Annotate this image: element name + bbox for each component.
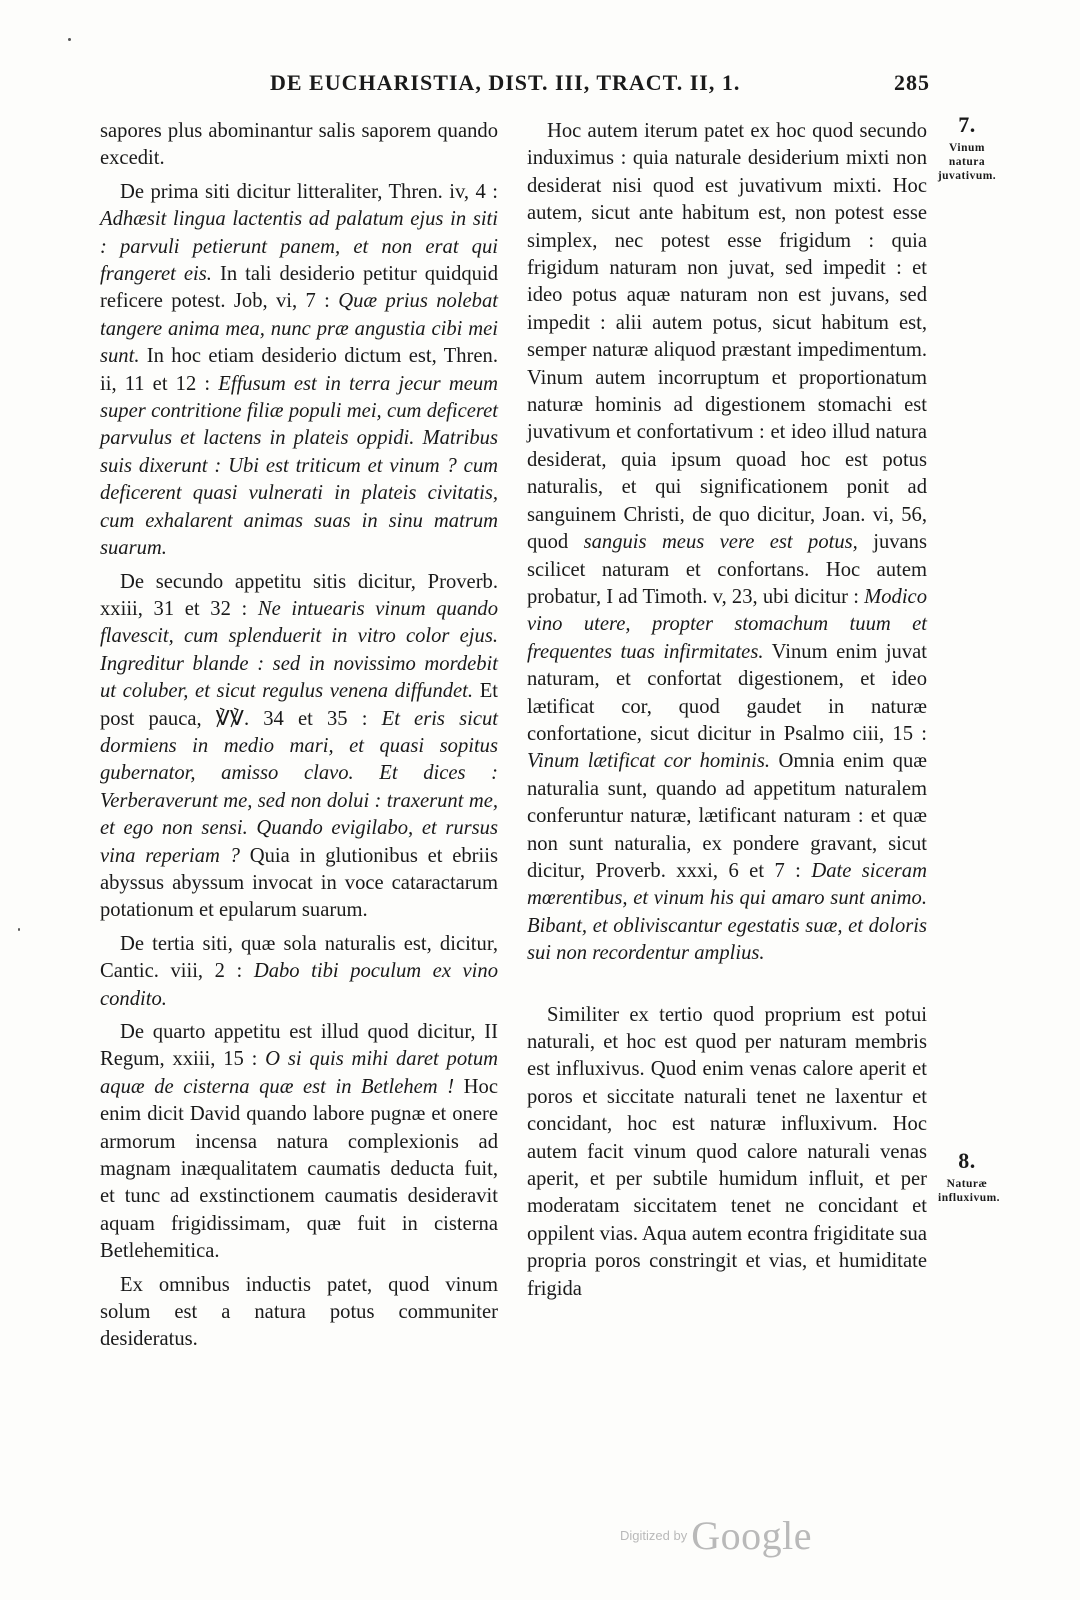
text: Hoc autem iterum patet ex hoc quod secundo induximus : quia naturale desiderium mixti non desiderat nisi quod est juvativum mixti. Hoc autem, sicut ante habitum est, non potest esse simplex, nec potest esse frigidum : quia frigidum naturam non juvat, sed impedit : et ideo potus aquæ naturam non est juvans, sed impedit : alii autem potus, sicut habitum est, semper naturæ aliquod præstant impedimentum. Vinum autem incorruptum et proportionatum naturæ hominis ad digestionem stomachi est juvativum et confortativum : et ideo illud natura desiderat, quia ipsum quoad hoc est potus naturalis, et qui significationem ponit ad sanguinem Christi, de quo dicitur, Joan. vi, 56, quod (527, 120, 927, 554)
quotation: O si quis mihi daret potum aquæ de cisterna quæ est in Betlehem ! (100, 1048, 499, 1098)
quotation: Effusum est in terra jecur meum super contritione filiæ populi mei, cum deficeret parvulus et lactens in plateis oppidi. Matribus suis dixerunt : Ubi est triticum et vinum ? cum deficerent quasi vulnerati in plateis civitatis, cum exhalarent animas suas in sinu matrum suarum. (100, 372, 499, 560)
paragraph (527, 1002, 927, 1303)
digitization-watermark (620, 1512, 840, 1559)
quotation: Adhæsit lingua lactentis ad palatum ejus in siti : parvuli petierunt panem, et non erat qui frangeret eis. (100, 208, 498, 286)
quotation: sanguis meus vere est potus, (583, 531, 858, 554)
quotation: Vinum lætificat cor hominis. (527, 750, 770, 773)
google-logo: Google (691, 1513, 812, 1558)
text: In tali desiderio petitur quidquid reficere potest. Job, vi, 7 : (100, 263, 498, 313)
text: juvans scilicet naturam et confortans. Hoc autem probatur, I ad Timoth. v, 23, ubi dicitur : (527, 531, 927, 608)
paragraph (527, 118, 927, 968)
text: Quia in glutionibus et ebriis abyssus abyssum invocat in voce cataractarum potationum et epularum suarum. (100, 844, 498, 922)
margin-note-text: Vinum natura juvativum. (937, 142, 997, 182)
paragraph (100, 931, 498, 1013)
quotation: Dabo tibi poculum ex vino condito. (100, 960, 498, 1010)
margin-note-7 (934, 112, 1000, 183)
text: De quarto appetitu est illud quod dicitur, II Regum, xxiii, 15 : (100, 1021, 498, 1071)
ink-speck (18, 928, 20, 931)
text: In hoc etiam desiderio dictum est, Thren. ii, 11 et 12 : (100, 345, 498, 395)
ink-speck (68, 38, 71, 41)
text: Vinum enim juvat naturam, et confortat digestionem, et ideo lætificat cor, quod gaudet in naturæ confortatione, sicut dicitur in Psalmo ciii, 15 : (527, 640, 927, 745)
margin-note-8 (938, 1148, 1001, 1205)
text: De tertia siti, quæ sola naturalis est, dicitur, Cantic. viii, 2 : (100, 932, 498, 983)
paragraph (100, 1272, 498, 1354)
text: Similiter ex tertio quod proprium est potui naturali, et hoc est quod per naturam membris est influxivus. Quod enim venas calore aperit et poros et siccitate naturali tenet ne laxentur et concidant, hoc est naturæ influxivum. Hoc autem facit vinum quod calore naturali venas aperit, et per subtile humidum influit, et per moderatam siccitatem tenet ne concidant et oppilent vias. Aqua autem econtra frigiditate sua propria poros constringit et vias, et humiditate frigida (527, 1003, 927, 1300)
margin-note-number: 8. (958, 1148, 976, 1173)
paragraph (100, 179, 498, 563)
paragraph (100, 118, 498, 173)
quotation: Quæ prius nolebat tangere anima mea, nunc præ angustia cibi mei sunt. (100, 290, 498, 368)
quotation: Ne intuearis vinum quando flavescit, cum splenduerit in vitro color ejus. Ingreditur blande : sed in novissimo mordebit ut coluber, et sicut regulus venena diffundet. (100, 597, 499, 703)
page-number: 285 (894, 70, 930, 95)
margin-note-number: 7. (958, 112, 976, 137)
text: Omnia enim quæ naturalia sunt, quando ad appetitum naturalem conferuntur naturæ, lætificant naturam : et quæ non sunt naturalia, ex pondere gravant, sicut dicitur, Proverb. xxxi, 6 et 7 : (527, 750, 927, 882)
paragraph (100, 569, 498, 925)
quotation: Date siceram mœrentibus, et vinum his qui amaro sunt animo. Bibant, et obliviscantur egestatis suæ, et doloris sui non recordentur amplius. (527, 859, 927, 965)
paragraph (100, 1019, 498, 1266)
digitized-by-label: Digitized by (620, 1528, 688, 1543)
quotation: Et eris sicut dormiens in medio mari, et quasi sopitus gubernator, amisso clavo. Et dices : Verberaverunt me, sed non dolui : traxerunt me, et ego non sensi. Quando evigilabo, et rursus vina reperiam ? (100, 707, 498, 867)
quotation: Modico vino utere, propter stomachum tuum et frequentes tuas infirmitates. (527, 585, 927, 663)
right-column (527, 118, 927, 1309)
text: Ex omnibus inductis patet, quod vinum solum est a natura potus communiter desideratus. (100, 1273, 498, 1351)
text: sapores plus abominantur salis saporem quando excedit. (100, 120, 498, 170)
text: Et post pauca, ℣℣. 34 et 35 : (100, 680, 498, 730)
text: De prima siti dicitur litteraliter, Thren. iv, 4 : (120, 180, 498, 203)
text: De secundo appetitu sitis dicitur, Proverb. xxiii, 31 et 32 : (100, 570, 498, 620)
left-column (100, 118, 498, 1360)
text: Hoc enim dicit David quando labore pugnæ et onere armorum incensa natura complexionis ad magnam inæqualitatem caumatis deducta fuit, et tunc ad exstinctionem caumatis desideravit aquam frigidissimam, quæ fuit in cisterna Betlehemitica. (100, 1075, 498, 1263)
running-title: DE EUCHARISTIA, DIST. III, TRACT. II, 1. (270, 70, 741, 95)
margin-note-text: Naturæ influxivum. (938, 1178, 1001, 1204)
